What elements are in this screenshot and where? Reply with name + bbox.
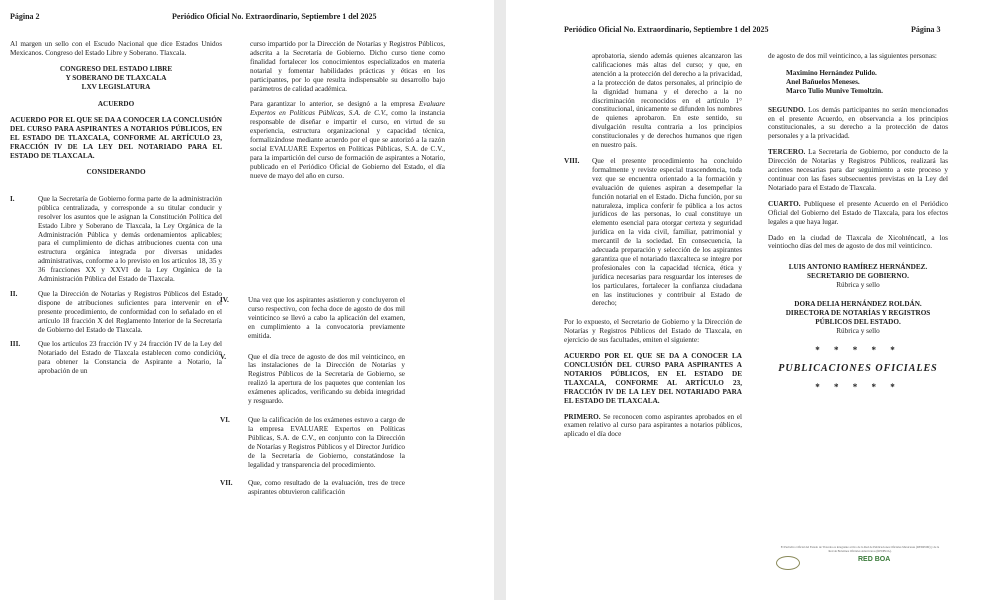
header-title-left: Periódico Oficial No. Extraordinario, Septiembre 1 del 2025 — [172, 12, 377, 21]
tercero-paragraph — [768, 148, 948, 193]
item-text: Que la calificación de los exámenes estuvo a cargo de la empresa EVALUARE Expertos en Políticas Públicas, S.A. de C.V., en conjunto con la Dirección de Notarías y Registros Públicos y el Director Jurídico de la Secretaría de Gobierno, constatándose la legalidad y transparencia del procedimiento. — [248, 415, 405, 469]
item-text: Una vez que los aspirantes asistieron y concluyeron el curso respectivo, con fecha doce de agosto de dos mil veinticinco se llevó a cabo la aplicación del examen, en cumplimiento a la convocatoria previamente emitida. — [248, 296, 405, 340]
tercero-label: TERCERO. — [768, 148, 806, 157]
item-text: Que la Dirección de Notarías y Registros Públicos del Estado dispone de atribuciones suficientes para intervenir en el presente procedimiento, de conformidad con lo señalado en el artículo 18 fracción X del Reglamento Interior de la Secretaría de Gobierno del Estado de Tlaxcala. — [38, 289, 222, 334]
right-column-1 — [564, 52, 742, 446]
publicaciones-heading: PUBLICACIONES OFICIALES — [778, 362, 938, 374]
continuation-paragraph: aprobatoria, siendo además quienes alcanzaron las calificaciones más altas del curso; y que, en atención a la protección del derecho a la privacidad, a la protección de datos personales, al principio de la dignidad humana y el derecho a la no discriminación reconocidos en el artículo 1° constitucional, únicamente se difunden los nombres de quienes aprobaron. En este sentido, su divulgación resulta contraria a los principios constitucionales y de derechos humanos que rigen en nuestro país. — [592, 52, 742, 150]
acuerdo-title: ACUERDO POR EL QUE SE DA A CONOCER LA CONCLUSIÓN DEL CURSO PARA ASPIRANTES A NOTARIOS PÚBLICOS, EN EL ESTADO DE TLAXCALA, CONFORME AL ARTÍCULO 23, FRACCIÓN IV DE LA LEY DEL NOTARIADO PARA EL ESTADO DE TLAXCALA. — [564, 352, 742, 405]
item-text: Que, como resultado de la evaluación, tres de trece aspirantes obtuvieron calificación — [248, 479, 405, 497]
signer-1-name: LUIS ANTONIO RAMÍREZ HERNÁNDEZ. — [788, 263, 928, 272]
congress-line-3: LXV LEGISLATURA — [81, 82, 151, 91]
company-name: Evaluare Expertos en Políticas Públicas, S.A. de C.V. — [250, 100, 445, 118]
segundo-paragraph — [768, 106, 948, 142]
signer-1-title: SECRETARIO DE GOBIERNO. — [807, 272, 909, 281]
item-number: VIII. — [564, 156, 580, 165]
approved-name: Anel Bañuelos Meneses. — [786, 77, 860, 86]
list-item — [220, 479, 405, 497]
item-text: Que la Secretaría de Gobierno forma parte de la administración pública centralizada, y corresponde a su titular conducir y resolver los asuntos que le asignan la Constitución Política del Estado Libre y Soberano de Tlaxcala, la Ley Orgánica de la Administración Pública y demás ordenamientos aplicables; para el cumplimiento de dichas atribuciones cuenta con una estructura orgánica integrada por diversas unidades administrativas, conforme a lo previsto en los artículos 18, 35 y 36 fracciones XX y XXVI de la Ley Orgánica de la Administración Pública del Estado de Tlaxcala. — [38, 194, 222, 284]
item-text: Que el día trece de agosto de dos mil veinticinco, en las instalaciones de la Dirección de Notarías y Registros Públicos de la Secretaría de Gobierno, se realizó la apertura de los paquetes que contenían los exámenes aplicados, verificando su debida integridad y resguardo. — [248, 352, 405, 406]
redpom-logo-icon — [776, 556, 800, 570]
considerando-heading: CONSIDERANDO — [86, 167, 146, 176]
dado-paragraph: Dado en la ciudad de Tlaxcala de Xicohténcatl, a los veintiocho días del mes de agosto de dos mil veinticinco. — [768, 233, 948, 251]
left-column-1 — [10, 40, 222, 382]
item-number: II. — [10, 289, 18, 298]
item-text: Que el presente procedimiento ha concluido formalmente y reviste especial trascendencia, toda vez que se encuentra orientado a la formación y evaluación de quienes aspiran a desempeñar la función notarial en el Estado. Dicha función, por su naturaleza, implica conferir fe pública a los actos jurídicos de las personas, lo cual constituye un elemento esencial para otorgar certeza y seguridad jurídica en la vida civil, familiar, patrimonial y mercantil de la sociedad. En consecuencia, la adecuada preparación y selección de los aspirantes garantiza que el notariado tlaxcalteca se integre por profesionales con la capacidad técnica, ética y jurídica necesarias para resguardar los intereses de los particulares, fortalecer la confianza ciudadana en las instituciones y contribuir al Estado de derecho; — [592, 156, 742, 308]
item-number: I. — [10, 194, 15, 203]
list-item — [10, 195, 222, 284]
approved-name: Maximino Hernández Pulido. — [786, 68, 877, 77]
signer-1-rubrica: Rúbrica y sello — [836, 281, 880, 290]
list-item — [10, 290, 222, 335]
primero-text: Se reconocen como aspirantes aprobados en el examen relativo al curso para aspirantes a notarios públicos, aplicado el día doce — [564, 412, 742, 439]
paragraph-evaluare-part: , como la instancia responsable de diseñar e impartir el curso, en virtud de su experiencia, estructura organizacional y capacidad técnica, formalizándose mediante acuerdo por el que se autorizó a la razón social EVALUARE Expertos en Políticas Públicas, S.A. de C.V., para la impartición del curso de formación de aspirantes a Notario, publicado en el Periódico Oficial de Gobierno del Estado, el día nueve de mayo del año en curso. — [250, 109, 445, 180]
segundo-text: Los demás participantes no serán mencionados en el presente Acuerdo, en observancia a los principios constitucionales, a su derecho a la protección de datos personales y a la privacidad. — [768, 105, 948, 141]
left-column-2-items — [220, 296, 405, 503]
expuesto-paragraph: Por lo expuesto, el Secretario de Gobierno y la Dirección de Notarías y Registros Públicos del Estado de Tlaxcala, en ejercicio de sus facultades, emiten el siguiente: — [564, 318, 742, 345]
item-number: IV. — [220, 296, 229, 304]
item-number: V. — [220, 352, 227, 361]
approved-name: Marco Tulio Munive Temoltzin. — [786, 86, 883, 95]
page-gutter — [494, 0, 506, 600]
intro-paragraph: Al margen un sello con el Escudo Nacional que dice Estados Unidos Mexicanos. Congreso del Estado Libre y Soberano. Tlaxcala. — [10, 40, 222, 57]
right-page — [506, 0, 1000, 600]
footer-note: El Periódico Oficial del Estado de Tlaxcala es integrante activo de la Red de Publicaciones Oficiales Mexicanas (REDPOM) y de la Red de Boletines Oficiales Americanos (REDBOA). — [780, 545, 940, 553]
congress-line-1: CONGRESO DEL ESTADO LIBRE — [59, 64, 173, 73]
congress-line-2: Y SOBERANO DE TLAXCALA — [65, 73, 167, 82]
tercero-text: La Secretaría de Gobierno, por conducto de la Dirección de Notarías y Registros Públicos, realizará las acciones necesarias para dar seguimiento a este proceso y continuar con las fases subsecuentes previstas en la Ley del Notariado para el Estado de Tlaxcala. — [768, 148, 948, 192]
stars-divider: * * * * * — [815, 382, 901, 393]
signer-2-title: DIRECTORA DE NOTARÍAS Y REGISTROS PÚBLICOS DEL ESTADO. — [785, 308, 931, 326]
right-column-2 — [768, 52, 948, 402]
primero-paragraph — [564, 413, 742, 440]
list-item — [220, 416, 405, 469]
left-column-2 — [220, 40, 445, 188]
acuerdo-title: ACUERDO POR EL QUE SE DA A CONOCER LA CONCLUSIÓN DEL CURSO PARA ASPIRANTES A NOTARIOS PÚBLICOS, EN EL ESTADO DE TLAXCALA, CONFORME AL ARTÍCULO 23, FRACCIÓN IV DE LA LEY DEL NOTARIADO PARA EL ESTADO DE TLAXCALA. — [10, 116, 222, 161]
item-number: VI. — [220, 415, 230, 424]
item-number: III. — [10, 340, 21, 349]
cuarto-text: Publíquese el presente Acuerdo en el Periódico Oficial del Gobierno del Estado de Tlaxcala, para los efectos legales a que haya lugar. — [768, 199, 948, 226]
redboa-logo: RED BOA — [858, 556, 891, 563]
primero-label: PRIMERO. — [564, 412, 601, 421]
paragraph-evaluare — [250, 100, 445, 180]
list-item — [10, 340, 222, 376]
signer-2-name: DORA DELIA HERNÁNDEZ ROLDÁN. — [794, 300, 922, 309]
acuerdo-heading: ACUERDO — [97, 99, 135, 108]
item-text: Que los artículos 23 fracción IV y 24 fracción IV de la Ley del Notariado del Estado de Tlaxcala establecen como condición para obtener la Constancia de Aspirante a Notario, la aprobación de un — [38, 340, 222, 376]
continuation-paragraph: de agosto de dos mil veinticinco, a las siguientes personas: — [768, 52, 937, 60]
cuarto-label: CUARTO. — [768, 199, 801, 208]
continuation-paragraph: curso impartido por la Dirección de Notarías y Registros Públicos, adscrita a la Secretaría de Gobierno. Dicho curso tiene como finalidad fortalecer los conocimientos especializados en materia notarial y fomentar habilidades prácticas y éticas en los participantes, por lo que resulta indispensable su desarrollo bajo parámetros de calidad académica. — [250, 40, 445, 93]
header-title-right: Periódico Oficial No. Extraordinario, Septiembre 1 del 2025 — [564, 25, 769, 34]
segundo-label: SEGUNDO. — [768, 105, 806, 114]
list-item — [564, 157, 742, 308]
stars-divider: * * * * * — [815, 344, 901, 355]
item-number: VII. — [220, 479, 233, 488]
list-item — [220, 353, 405, 406]
page-number-right: Página 3 — [911, 25, 941, 34]
signer-2-rubrica: Rúbrica y sello — [836, 326, 880, 335]
list-item — [220, 296, 405, 341]
cuarto-paragraph — [768, 200, 948, 227]
left-page — [0, 0, 494, 600]
paragraph-evaluare-part: Para garantizar lo anterior, se designó a la empresa — [250, 100, 419, 109]
page-number-left: Página 2 — [10, 12, 40, 21]
